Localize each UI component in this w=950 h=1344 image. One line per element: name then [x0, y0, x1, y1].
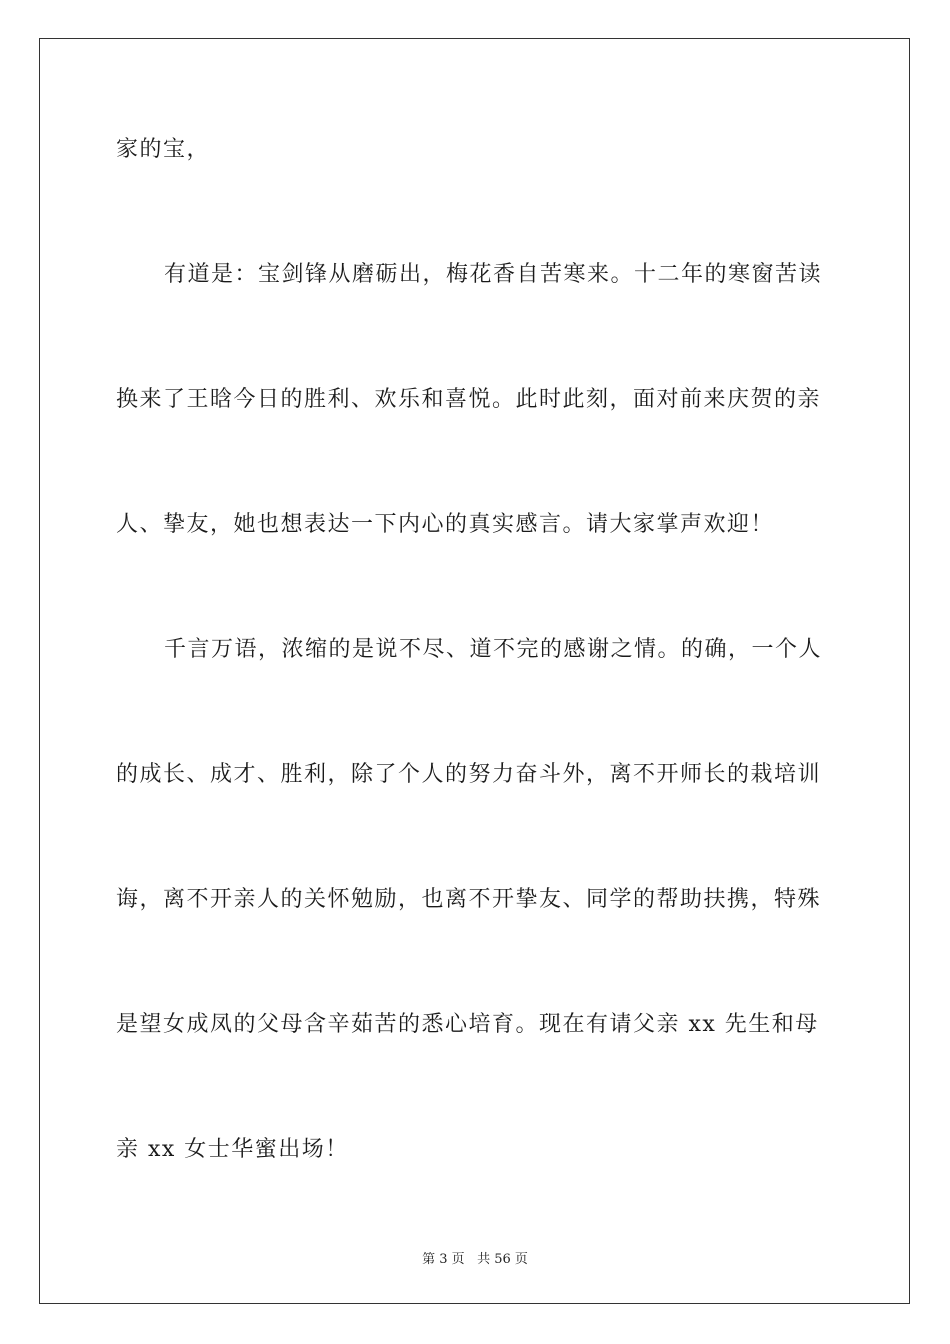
text-line: 换来了王晗今日的胜利、欢乐和喜悦。此时此刻，面对前来庆贺的亲: [116, 387, 822, 412]
text-line: 诲，离不开亲人的关怀勉励，也离不开挚友、同学的帮助扶携，特殊: [116, 887, 822, 912]
page-total: 共 56 页: [477, 1252, 528, 1267]
text-line: 家的宝，: [116, 137, 211, 162]
text-line: 的成长、成才、胜利，除了个人的努力奋斗外，离不开师长的栽培训: [116, 762, 822, 787]
text-line: 人、挚友，她也想表达一下内心的真实感言。请大家掌声欢迎！: [116, 512, 775, 537]
text-line: 是望女成凤的父母含辛茹苦的悉心培育。现在有请父亲 xx 先生和母: [116, 1012, 819, 1037]
paragraph-start-line: 有道是：宝剑锋从磨砺出，梅花香自苦寒来。十二年的寒窗苦读: [164, 262, 823, 287]
paragraph-start-line: 千言万语，浓缩的是说不尽、道不完的感谢之情。的确，一个人: [164, 637, 823, 662]
page-number: 第 3 页: [422, 1252, 465, 1267]
page-footer: [0, 1248, 950, 1267]
text-line: 亲 xx 女士华蜜出场！: [116, 1137, 349, 1162]
page-border: [39, 38, 910, 1304]
